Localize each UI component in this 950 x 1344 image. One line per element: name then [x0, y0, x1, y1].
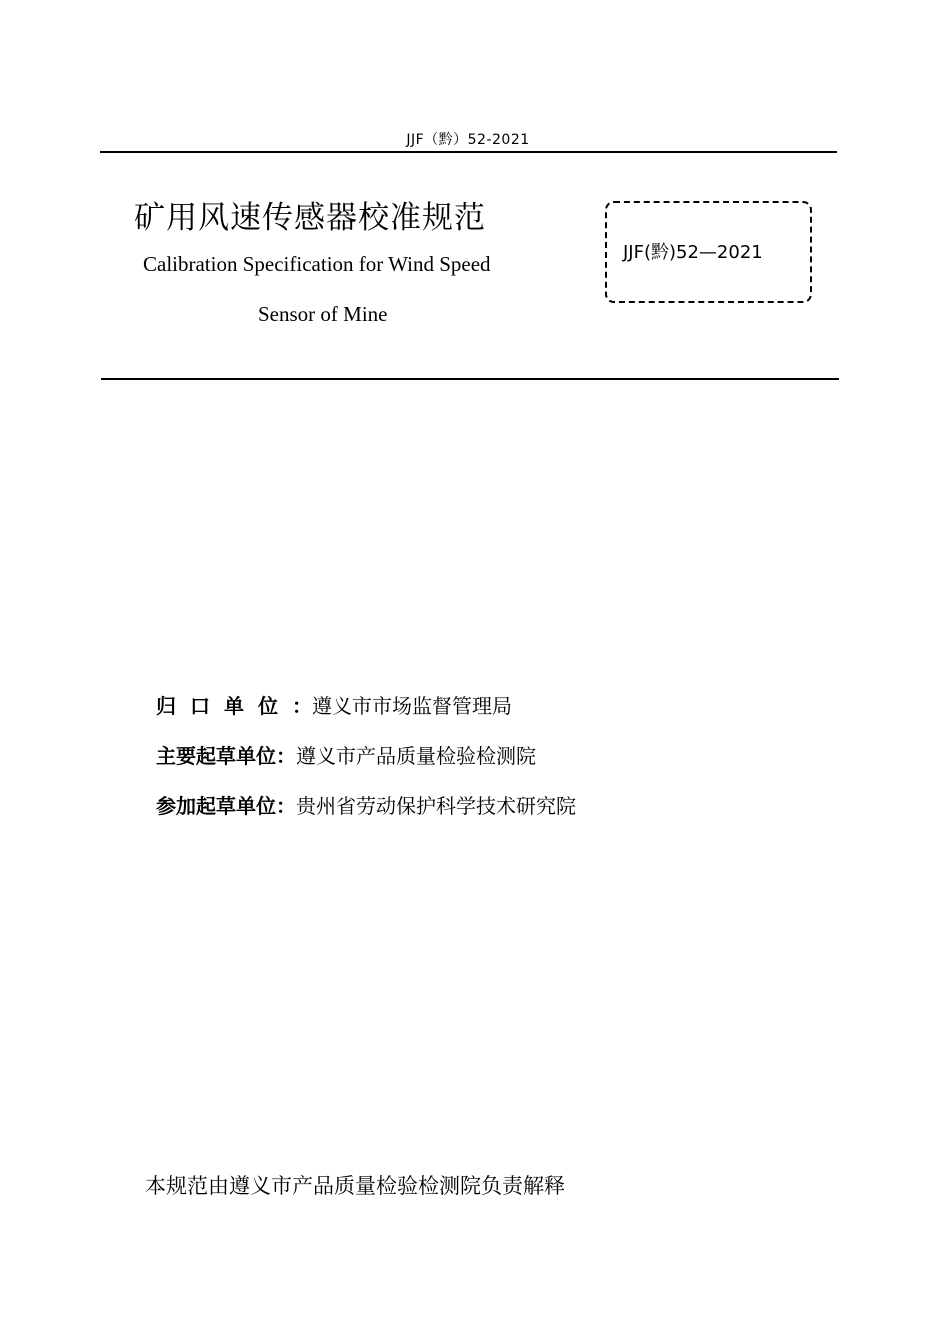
title-english-line-1: Calibration Specification for Wind Speed	[143, 252, 491, 276]
org-line-responsible-unit	[156, 690, 512, 719]
org-colon: ：	[276, 794, 296, 818]
org-label: 主要起草单位	[156, 744, 276, 768]
org-colon: ：	[276, 744, 296, 768]
standard-code-box	[605, 201, 812, 303]
header-standard-code: JJF（黔）52-2021	[406, 132, 530, 148]
org-line-main-drafting-unit	[156, 740, 536, 769]
interpretation-note: 本规范由遵义市产品质量检验检测院负责解释	[145, 1174, 565, 1198]
org-value: 贵州省劳动保护科学技术研究院	[296, 794, 576, 818]
org-line-participating-drafting-unit	[156, 790, 576, 819]
top-divider	[100, 151, 837, 153]
standard-code-box-text: JJF(黔)52—2021	[623, 242, 763, 263]
org-value: 遵义市产品质量检验检测院	[296, 744, 536, 768]
title-english-line-2: Sensor of Mine	[258, 302, 388, 326]
org-label: 归口单位	[156, 694, 292, 718]
org-colon: ：	[292, 694, 312, 718]
title-divider	[101, 378, 839, 380]
org-value: 遵义市市场监督管理局	[312, 694, 512, 718]
title-chinese: 矿用风速传感器校准规范	[134, 200, 486, 236]
org-label: 参加起草单位	[156, 794, 276, 818]
